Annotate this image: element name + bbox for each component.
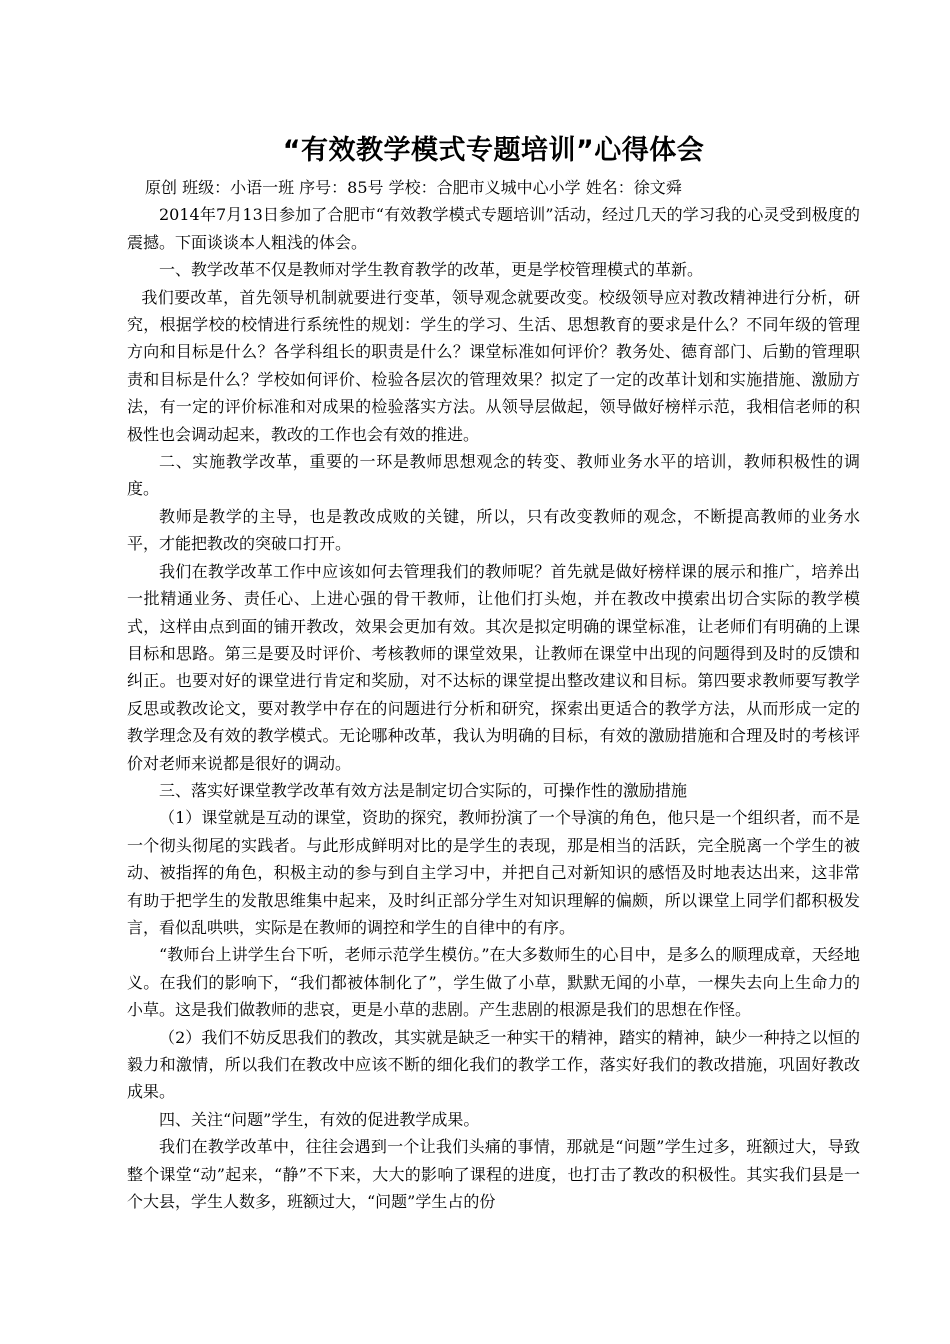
document-title: “有效教学模式专题培训”心得体会 [282, 135, 705, 166]
document-body [127, 128, 860, 1215]
section-heading: 一、教学改革不仅是教师对学生教育教学的改革，更是学校管理模式的革新。 [159, 260, 704, 280]
section-heading: 三、落实好课堂教学改革有效方法是制定切合实际的，可操作性的激励措施 [159, 780, 688, 800]
paragraph: “教师台上讲学生台下听，老师示范学生模仿。”在大多数师生的心目中，是多么的顺理成章，天经地义。在我们的影响下，“我们都被体制化了”，学生做了小草，默默无闻的小草，一棵失去向上生命力的小草。这是我们做教师的悲哀，更是小草的悲剧。产生悲剧的根源是我们的思想在作怪。 [127, 945, 860, 1020]
paragraph: 2014年7月13日参加了合肥市“有效教学模式专题培训”活动，经过几天的学习我的心灵受到极度的震撼。下面谈谈本人粗浅的体会。 [127, 205, 860, 252]
paragraph: （2）我们不妨反思我们的教改，其实就是缺乏一种实干的精神，踏实的精神，缺少一种持之以恒的毅力和激情，所以我们在教改中应该不断的细化我们的教学工作，落实好我们的教改措施，巩固好教改成果。 [127, 1027, 860, 1102]
document-byline: 原创 班级：小语一班 序号：85号 学校：合肥市义城中心小学 姓名：徐文舜 [145, 178, 682, 197]
paragraph: 我们要改革，首先领导机制就要进行变革，领导观念就要改变。校级领导应对教改精神进行分析，研究，根据学校的校情进行系统性的规划：学生的学习、生活、思想教育的要求是什么？不同年级的管理方向和目标是什么？各学科组长的职责是什么？课堂标准如何评价？教务处、德育部门、后勤的管理职责和目标是什么？学校如何评价、检验各层次的管理效果？拟定了一定的改革计划和实施措施、激励方法，有一定的评价标准和对成果的检验落实方法。从领导层做起，领导做好榜样示范，我相信老师的积极性也会调动起来，教改的工作也会有效的推进。 [127, 287, 860, 444]
section-heading: 二、实施教学改革，重要的一环是教师思想观念的转变、教师业务水平的培训，教师积极性的调度。 [127, 452, 860, 499]
paragraph: 教师是教学的主导，也是教改成败的关键，所以，只有改变教师的观念，不断提高教师的业务水平，才能把教改的突破口打开。 [127, 506, 860, 554]
paragraph: 我们在教学改革中，往往会遇到一个让我们头痛的事情，那就是“问题”学生过多，班额过大，导致整个课堂“动”起来，“静”不下来，大大的影响了课程的进度，也打击了教改的积极性。其实我们县是一个大县，学生人数多，班额过大，“问题”学生占的份 [127, 1137, 860, 1212]
paragraph: 我们在教学改革工作中应该如何去管理我们的教师呢？首先就是做好榜样课的展示和推广，培养出一批精通业务、责任心、上进心强的骨干教师，让他们打头炮，并在教改中摸索出切合实际的教学模式，这样由点到面的铺开教改，效果会更加有效。其次是拟定明确的课堂标准，让老师们有明确的上课目标和思路。第三是要及时评价、考核教师的课堂效果，让教师在课堂中出现的问题得到及时的反馈和纠正。也要对好的课堂进行肯定和奖励，对不达标的课堂提出整改建议和目标。第四要求教师要写教学反思或教改论文，要对教学中存在的问题进行分析和研究，探索出更适合的教学方法，从而形成一定的教学理念及有效的教学模式。无论哪种改革，我认为明确的目标，有效的激励措施和合理及时的考核评价对老师来说都是很好的调动。 [127, 561, 860, 773]
section-heading: 四、关注“问题”学生，有效的促进教学成果。 [159, 1109, 480, 1129]
paragraph: （1）课堂就是互动的课堂，资助的探究，教师扮演了一个导演的角色，他只是一个组织者，而不是一个彻头彻尾的实践者。与此形成鲜明对比的是学生的表现，那是相当的活跃，完全脱离一个学生的被动、被指挥的角色，积极主动的参与到自主学习中，并把自己对新知识的感悟及时地表达出来，这非常有助于把学生的发散思维集中起来，及时纠正部分学生对知识理解的偏颇，所以课堂上同学们都积极发言，看似乱哄哄，实际是在教师的调控和学生的自律中的有序。 [127, 808, 860, 937]
